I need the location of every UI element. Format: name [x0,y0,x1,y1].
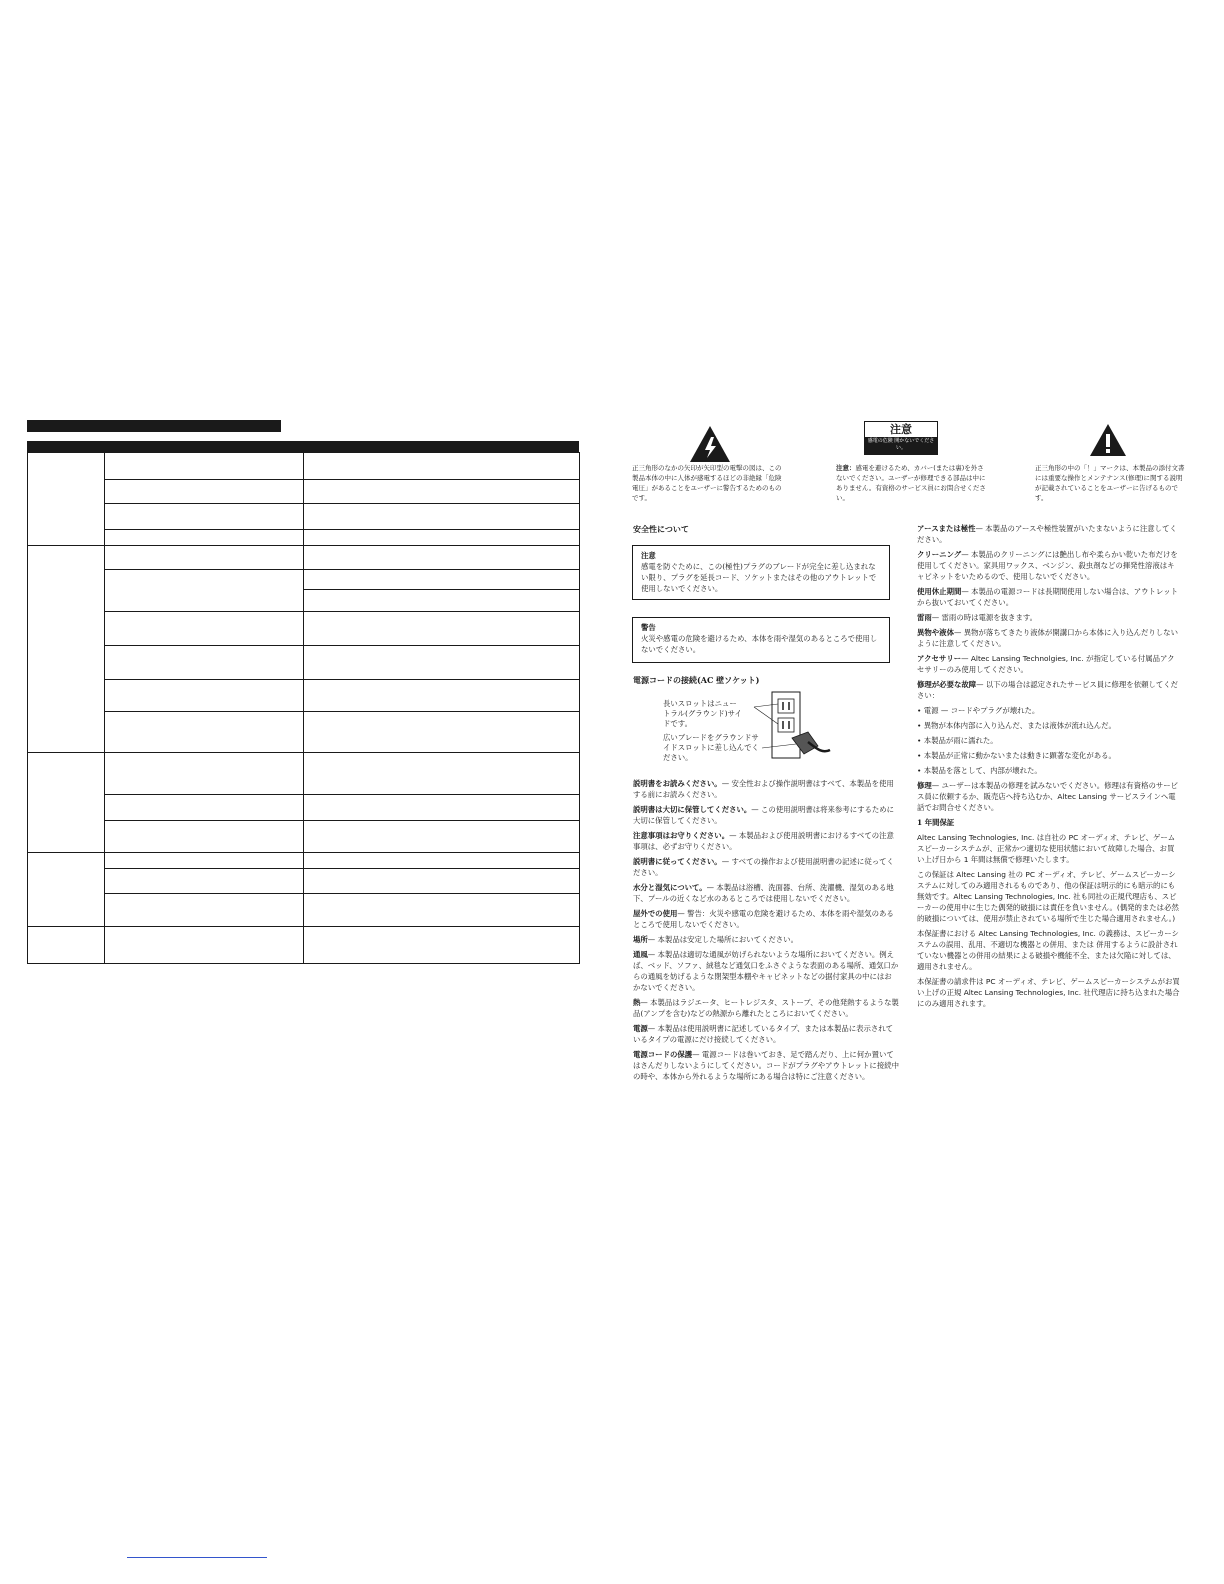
troubleshooting-table [27,452,580,964]
safety-item: 説明書をお読みください。— 安全性および操作説明書はすべて、本製品を使用する前にお読みください。 [633,779,894,799]
safety-item: 使用休止期間— 本製品の電源コードは長期間使用しない場合は、アウトレットから抜いておいてください。 [917,587,1178,607]
safety-item: 水分と湿気について。— 本製品は浴槽、洗面器、台所、洗濯機、湿気のある地下、プールの近くなど水のあるところでは使用しないでください。 [633,883,894,903]
warning-notice-title: 警告 [641,623,656,632]
table-row-divider [104,529,579,530]
safety-item: 電源— 本製品は使用説明書に記述しているタイプ、または本製品に表示されているタイプの電源にだけ接続してください。 [633,1024,894,1044]
caution-caption [836,463,986,503]
service-bullet: • 本製品が雨に濡れた。 [917,735,1181,746]
table-row-divider [104,611,579,612]
safety-item: 場所— 本製品は安定した場所においてください。 [633,935,798,944]
safety-item: 通風— 本製品は適切な通風が妨げられないような場所においてください。例えば、ベッド、ソファ、絨毯など通気口をふさぐような表面のある場所、通気口からの通風を妨げるような閉架型本棚やキャビネットなどの据付家具の中にはおかないでください。 [633,950,899,992]
safety-item: 屋外での使用— 警告：火災や感電の危険を避けるため、本体を雨や湿気のあるところで使用しないでください。 [633,909,894,929]
safety-item: 電源コードの保護— 電源コードは巻いておき、足で踏んだり、上に何か置いてはさんだりしないようにしてください。コードがプラグやアウトレットに接続中の時や、本体から外れるような場所にある場合は特にご注意ください。 [633,1050,899,1081]
caution-notice-title: 注意 [641,551,656,560]
table-group-divider [28,852,579,853]
warranty-paragraph: 本保証書の請求件は PC オーディオ、テレビ、ゲームスピーカーシステムがお買い上げの正規 Altec Lansing Technologies, Inc. 社代理店に持ち込まれた場合にのみ適用されます。 [917,977,1180,1008]
caution-caption-bold: 注意： [836,464,856,472]
exclamation-warning-icon [1089,423,1127,461]
caution-label [864,421,938,455]
warranty-paragraph: Altec Lansing Technologies, Inc. は自社の PC オーディオ、テレビ、ゲームスピーカーシステムが、正常かつ適切な使用状態において故障した場合、お買い上げ日から 1 年間は無償で修理いたします。 [917,833,1176,864]
left-safety-items [633,778,899,1086]
warning-notice-body: 火災や感電の危険を避けるため、本体を雨や湿気のあるところで使用しないでください。 [641,634,878,654]
warning-notice [632,617,890,663]
caution-notice-body: 感電を防ぐために、この(極性)プラグのブレードが完全に差し込まれない限り、プラグを延長コード、ソケットまたはその他のアウトレットで使用しないでください。 [641,562,877,593]
service-bullet: • 本製品が正常に動かないまたは動きに顕著な変化がある。 [917,750,1181,761]
table-header-bar [27,441,579,452]
table-row-divider [104,569,579,570]
table-row-divider [104,711,579,712]
plug-label-long-slot: 長いスロットはニュートラル(グラウンド)サイドです。 [663,699,742,728]
safety-item: 修理が必要な故障— 以下の場合は認定されたサービス員に修理を依頼してください： [917,680,1179,700]
table-group-divider [28,926,579,927]
caution-caption-text: 感電を避けるため、カバー(または裏)を外さないでください。ユーザーが修理できる部品は中にありません。有資格のサービス員にお問合せください。 [836,464,986,502]
lightning-caption: 正三角形のなかの矢印が矢印型の電撃の図は、この製品本体の中に人体が感電するほどの非絶縁「危険電圧」があることをユーザーに警告するためのものです。 [632,464,782,502]
warranty-heading: 1 年間保証 [917,818,955,827]
warranty-paragraph: 本保証書における Altec Lansing Technologies, Inc. の義務は、スピーカーシステムの誤用、乱用、不適切な機器との併用、または 併用するように設計されていない機器との併用の結果による破損や機能不全、または欠陥に対しては、適用されません。 [917,929,1179,971]
table-row-divider [104,479,579,480]
table-row-divider [104,868,579,869]
safety-item: 注意事項はお守りください。— 本製品および使用説明書におけるすべての注意事項は、必ずお守りください。 [633,831,894,851]
table-row-divider [104,645,579,646]
safety-item: アースまたは極性— 本製品のアースや極性装置がいたまないように注意してください。 [917,524,1177,544]
safety-item: クリーニング— 本製品のクリーニングには艶出し布や柔らかい乾いた布だけを使用してください。家具用ワックス、ベンジン、殺虫剤などの揮発性溶液はキャビネットをいためるので、使用しないでください。 [917,550,1178,581]
table-row-divider [104,820,579,821]
table-row-divider [104,893,579,894]
safety-item: 熱— 本製品はラジエータ、ヒートレジスタ、ストーブ、その他発熱するような製品(アンプを含む)などの熱源から離れたところにおいてください。 [633,998,899,1018]
table-row-divider [303,589,579,590]
warranty-paragraph: この保証は Altec Lansing 社の PC オーディオ、テレビ、ゲームスピーカーシステムに対してのみ適用されるものであり、他の保証は明示的にも暗示的にも無効です。Altec Lansing Technologies, Inc. 社も同社の正規代理店も、スピーカーの使用中に生じた偶発的破損には責任を負いません。(偶発的または必然的破損については、使用が禁止されている場所で生じた場合適用されません。) [917,870,1179,923]
safety-item: アクセサリー— Altec Lansing Technolgies, Inc. が指定している付属品アクセサリーのみ使用してください。 [917,654,1175,674]
caution-notice [632,545,890,600]
safety-heading: 安全性について [633,524,689,534]
plug-heading: 電源コードの接続(AC 壁ソケット) [633,675,760,685]
link-underline [127,1557,267,1558]
table-title-bar [27,420,281,432]
service-bullet: • 異物が本体内部に入り込んだ、または液体が流れ込んだ。 [917,720,1181,731]
exclamation-caption: 正三角形の中の「！」マークは、本製品の添付文書には重要な操作とメンテナンス(修理)に関する説明が記載されていることをユーザーに告げるものです。 [1035,464,1185,502]
table-row-divider [104,794,579,795]
lightning-warning-icon [689,425,731,467]
safety-item: 異物や液体— 異物が落ちてきたり液体が開講口から本体に入り込んだりしないように注意してください。 [917,628,1178,648]
power-plug-illustration [752,690,832,768]
safety-item: 説明書に従ってください。— すべての操作および使用説明書の記述に従ってください。 [633,857,894,877]
caution-title: 注意 [890,423,912,436]
caution-subtitle: 感電の危険 開かないでください。 [865,437,937,454]
plug-label-wide-blade: 広いブレードをグラウンドサイドスロットに差し込んでください。 [663,733,759,762]
service-bullet: • 電源 — コードやプラグが壊れた。 [917,705,1181,716]
table-row-divider [104,503,579,504]
service-bullet: • 本製品を落として、内部が壊れた。 [917,765,1181,776]
safety-item: 雷雨— 雷雨の時は電源を抜きます。 [917,613,1038,622]
right-safety-items [917,523,1181,1013]
table-group-divider [28,545,579,546]
table-group-divider [28,752,579,753]
table-row-divider [104,679,579,680]
safety-item: 説明書は大切に保管してください。— この使用説明書は将来参考にするために大切に保管してください。 [633,805,895,825]
repair-item: 修理— ユーザーは本製品の修理を試みないでください。修理は有資格のサービス員に依頼するか、販売店へ持ち込むか、Altec Lansing サービスラインへ電話でお問合せください。 [917,781,1179,812]
